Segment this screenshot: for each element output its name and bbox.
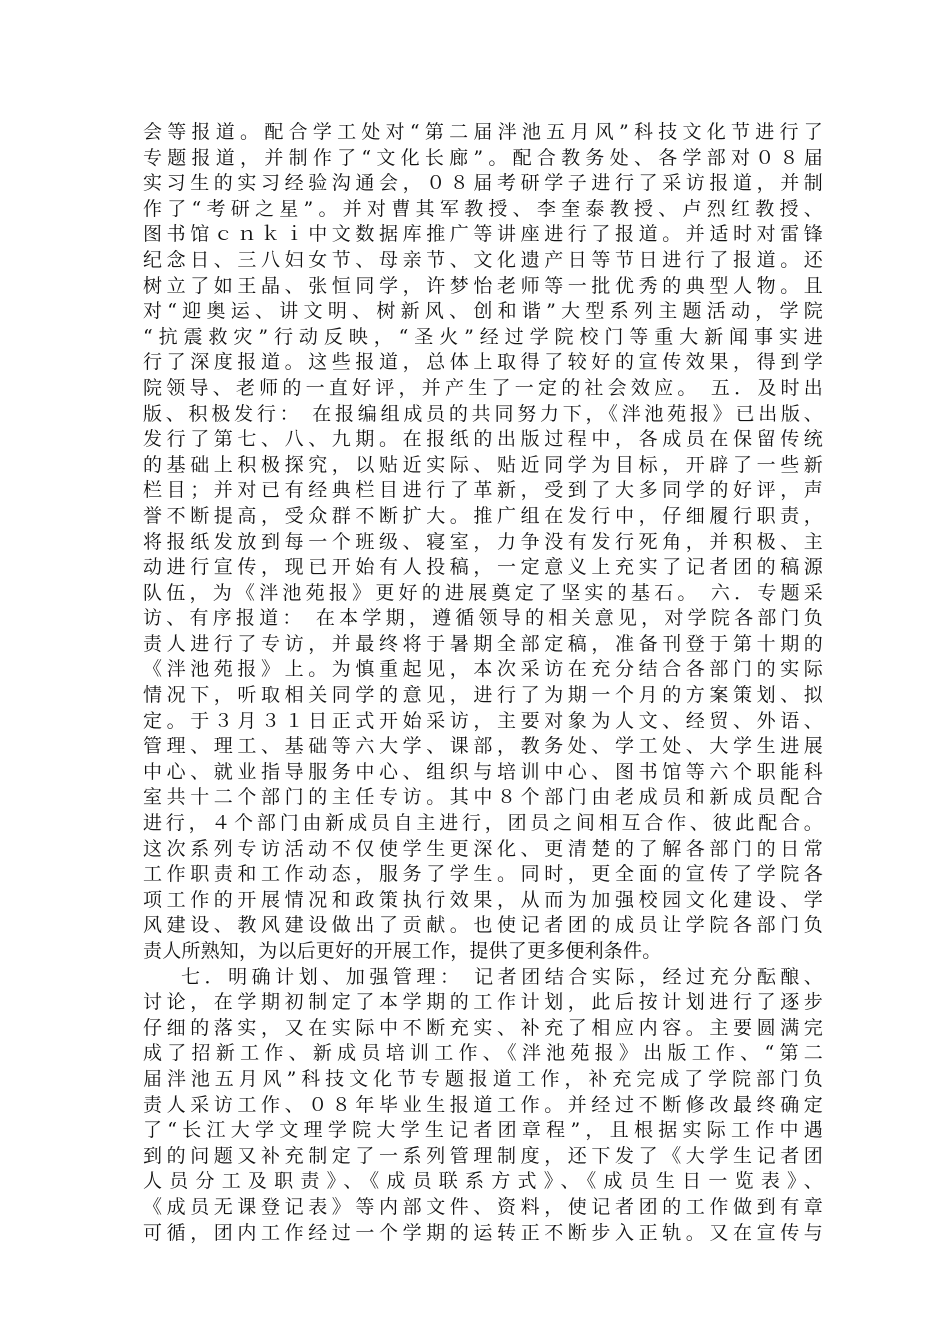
text-line: “抗震救灾”行动反映，“圣火”经过学院校门等重大新闻事实进 bbox=[143, 325, 823, 348]
text-line: 进行，４个部门由新成员自主进行，团员之间相互合作、彼此配合。 bbox=[143, 812, 823, 835]
text-line: 讨论，在学期初制定了本学期的工作计划，此后按计划进行了逐步 bbox=[143, 991, 823, 1014]
text-line: 责人所熟知，为以后更好的开展工作，提供了更多便利条件。 bbox=[143, 940, 662, 962]
body-text bbox=[143, 120, 823, 1246]
text-line: 动进行宣传，现已开始有人投稿，一定意义上充实了记者团的稿源 bbox=[143, 556, 823, 579]
text-line: 的基础上积极探究，以贴近实际、贴近同学为目标，开辟了一些新 bbox=[143, 453, 823, 476]
text-line: 对“迎奥运、讲文明、树新风、创和谐”大型系列主题活动，学院 bbox=[143, 300, 823, 323]
text-line: 栏目；并对已有经典栏目进行了革新，受到了大多同学的好评，声 bbox=[143, 479, 823, 502]
text-line: 情况下，听取相关同学的意见，进行了为期一个月的方案策划、拟 bbox=[143, 684, 823, 707]
text-line: 中心、就业指导服务中心、组织与培训中心、图书馆等六个职能科 bbox=[143, 760, 823, 783]
text-line: 队伍，为《泮池苑报》更好的进展奠定了坚实的基石。 六．专题采 bbox=[143, 581, 823, 604]
text-line: 访、有序报道： 在本学期，遵循领导的相关意见，对学院各部门负 bbox=[143, 607, 823, 630]
text-line: 风建设、教风建设做出了贡献。也使记者团的成员让学院各部门负 bbox=[143, 914, 823, 937]
text-line: 实习生的实习经验沟通会，０８届考研学子进行了采访报道，并制 bbox=[143, 172, 823, 195]
text-line: 届泮池五月风”科技文化节专题报道工作，补充完成了学院部门负 bbox=[143, 1067, 823, 1090]
text-line: 行了深度报道。这些报道，总体上取得了较好的宣传效果，得到学 bbox=[143, 351, 823, 374]
text-line: 了“长江大学文理学院大学生记者团章程”，且根据实际工作中遇 bbox=[143, 1119, 823, 1142]
text-line: 管理、理工、基础等六大学、课部，教务处、学工处、大学生进展 bbox=[143, 735, 823, 758]
text-line: 责人采访工作、０８年毕业生报道工作。并经过不断修改最终确定 bbox=[143, 1093, 823, 1116]
text-line: 《成员无课登记表》等内部文件、资料，使记者团的工作做到有章 bbox=[143, 1195, 823, 1218]
text-line: 室共十二个部门的主任专访。其中８个部门由老成员和新成员配合 bbox=[143, 786, 823, 809]
text-line: 纪念日、三八妇女节、母亲节、文化遗产日等节日进行了报道。还 bbox=[143, 248, 823, 271]
text-line: 到的问题又补充制定了一系列管理制度，还下发了《大学生记者团 bbox=[143, 1144, 823, 1167]
text-line: 院领导、老师的一直好评，并产生了一定的社会效应。 五．及时出 bbox=[143, 376, 823, 399]
text-line: 成了招新工作、新成员培训工作、《泮池苑报》出版工作、“第二 bbox=[143, 1042, 823, 1065]
text-line: 定。于３月３１日正式开始采访，主要对象为人文、经贸、外语、 bbox=[143, 709, 823, 732]
text-line: 版、积极发行： 在报编组成员的共同努力下，《泮池苑报》已出版、 bbox=[143, 402, 823, 425]
text-line: 仔细的落实，又在实际中不断充实、补充了相应内容。主要圆满完 bbox=[143, 1016, 823, 1039]
text-line: 人员分工及职责》、《成员联系方式》、《成员生日一览表》、 bbox=[143, 1170, 823, 1193]
text-line: 七．明确计划、加强管理： 记者团结合实际，经过充分酝酿、 bbox=[181, 965, 823, 988]
text-line: 发行了第七、八、九期。在报纸的出版过程中，各成员在保留传统 bbox=[143, 428, 823, 451]
text-line: 誉不断提高，受众群不断扩大。推广组在发行中，仔细履行职责， bbox=[143, 504, 823, 527]
text-line: 责人进行了专访，并最终将于暑期全部定稿，准备刊登于第十期的 bbox=[143, 632, 823, 655]
text-line: 工作职责和工作动态，服务了学生。同时，更全面的宣传了学院各 bbox=[143, 863, 823, 886]
text-line: 这次系列专访活动不仅使学生更深化、更清楚的了解各部门的日常 bbox=[143, 837, 823, 860]
text-line: 可循，团内工作经过一个学期的运转正不断步入正轨。又在宣传与 bbox=[143, 1221, 823, 1244]
text-line: 作了“考研之星”。并对曹其军教授、李奎泰教授、卢烈红教授、 bbox=[143, 197, 823, 220]
text-line: 《泮池苑报》上。为慎重起见，本次采访在充分结合各部门的实际 bbox=[143, 658, 823, 681]
text-line: 树立了如王晶、张恒同学，许梦怡老师等一批优秀的典型人物。且 bbox=[143, 274, 823, 297]
text-line: 项工作的开展情况和政策执行效果，从而为加强校园文化建设、学 bbox=[143, 888, 823, 911]
text-line: 图书馆ｃｎｋｉ中文数据库推广等讲座进行了报道。并适时对雷锋 bbox=[143, 223, 823, 246]
text-line: 将报纸发放到每一个班级、寝室，力争没有发行死角，并积极、主 bbox=[143, 530, 823, 553]
text-line: 专题报道，并制作了“文化长廊”。配合教务处、各学部对０８届 bbox=[143, 146, 823, 169]
text-line: 会等报道。配合学工处对“第二届泮池五月风”科技文化节进行了 bbox=[143, 121, 823, 143]
